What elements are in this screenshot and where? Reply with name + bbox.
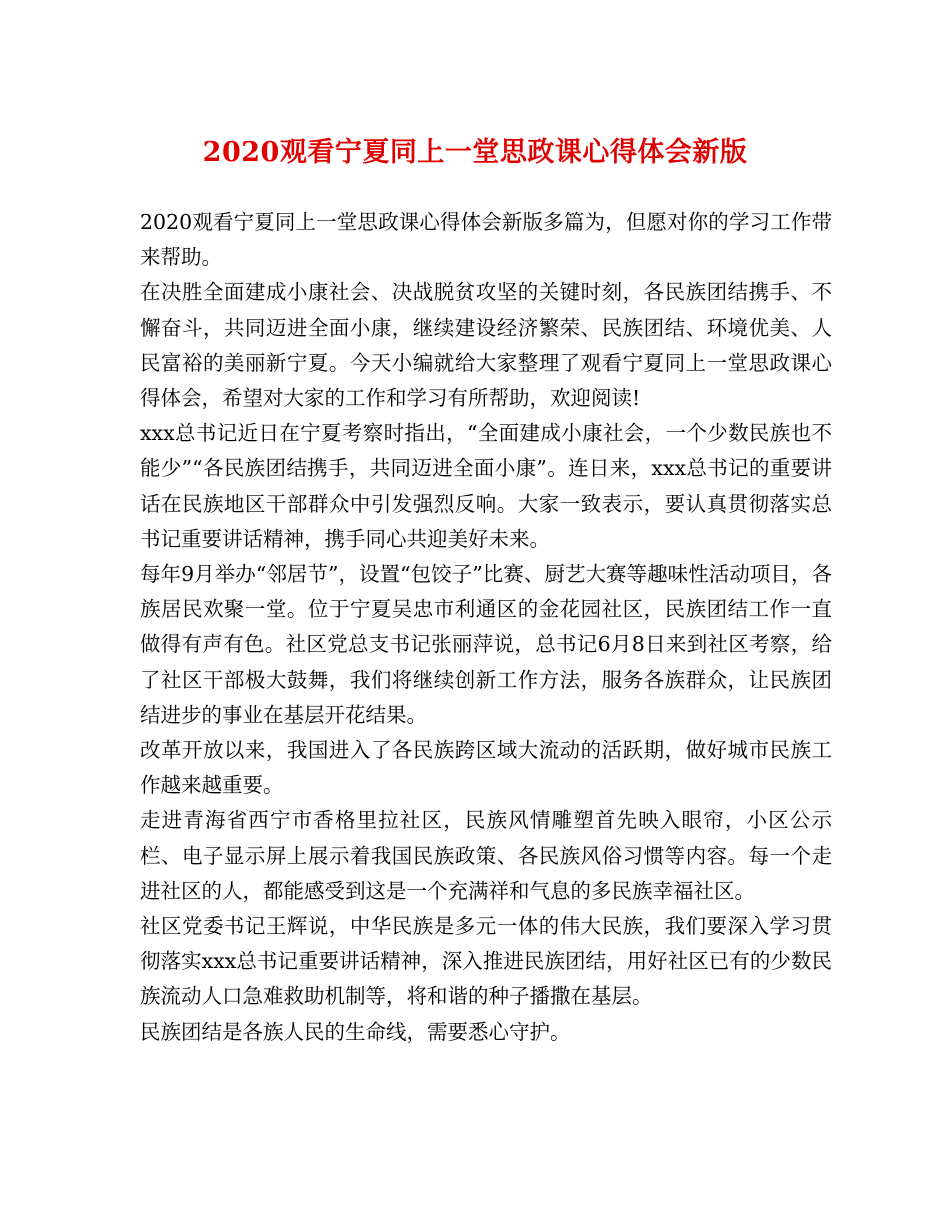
paragraph-conclusion: 民族团结是各族人民的生命线，需要悉心守护。 <box>140 1019 571 1044</box>
paragraph-party-secretary: 社区党委书记王辉说，中华民族是多元一体的伟大民族，我们要深入学习贯彻落实xxx总书记重要讲话精神，深入推进民族团结，用好社区已有的少数民族流动人口急难救助机制等，将和谐的种子播撒在基层。 <box>140 914 832 1009</box>
paragraph-intro: 2020观看宁夏同上一堂思政课心得体会新版多篇为，但愿对你的学习工作带来帮助。 <box>140 210 832 270</box>
paragraph-neighbor-festival: 每年9月举办“邻居节”，设置“包饺子”比赛、厨艺大赛等趣味性活动项目，各族居民欢聚一堂。位于宁夏吴忠市利通区的金花园社区，民族团结工作一直做得有声有色。社区党总支书记张丽萍说，总书记6月8日来到社区考察，给了社区干部极大鼓舞，我们将继续创新工作方法，服务各族群众，让民族团结进步的事业在基层开花结果。 <box>140 562 832 727</box>
paragraph-background: 在决胜全面建成小康社会、决战脱贫攻坚的关键时刻，各民族团结携手、不懈奋斗，共同迈进全面小康，继续建设经济繁荣、民族团结、环境优美、人民富裕的美丽新宁夏。今天小编就给大家整理了观看宁夏同上一堂思政课心得体会，希望对大家的工作和学习有所帮助，欢迎阅读! <box>140 280 832 411</box>
document-title: 2020观看宁夏同上一堂思政课心得体会新版 <box>202 137 748 168</box>
paragraph-shangri-la-community: 走进青海省西宁市香格里拉社区，民族风情雕塑首先映入眼帘，小区公示栏、电子显示屏上展示着我国民族政策、各民族风俗习惯等内容。每一个走进社区的人，都能感受到这是一个充满祥和气息的多民族幸福社区。 <box>140 808 832 903</box>
paragraph-reform: 改革开放以来，我国进入了各民族跨区域大流动的活跃期，做好城市民族工作越来越重要。 <box>140 738 832 798</box>
paragraph-speech: xxx总书记近日在宁夏考察时指出，“全面建成小康社会，一个少数民族也不能少”“各民族团结携手，共同迈进全面小康”。连日来，xxx总书记的重要讲话在民族地区干部群众中引发强烈反响。大家一致表示，要认真贯彻落实总书记重要讲话精神，携手同心共迎美好未来。 <box>140 421 832 551</box>
document-body <box>140 205 832 1050</box>
